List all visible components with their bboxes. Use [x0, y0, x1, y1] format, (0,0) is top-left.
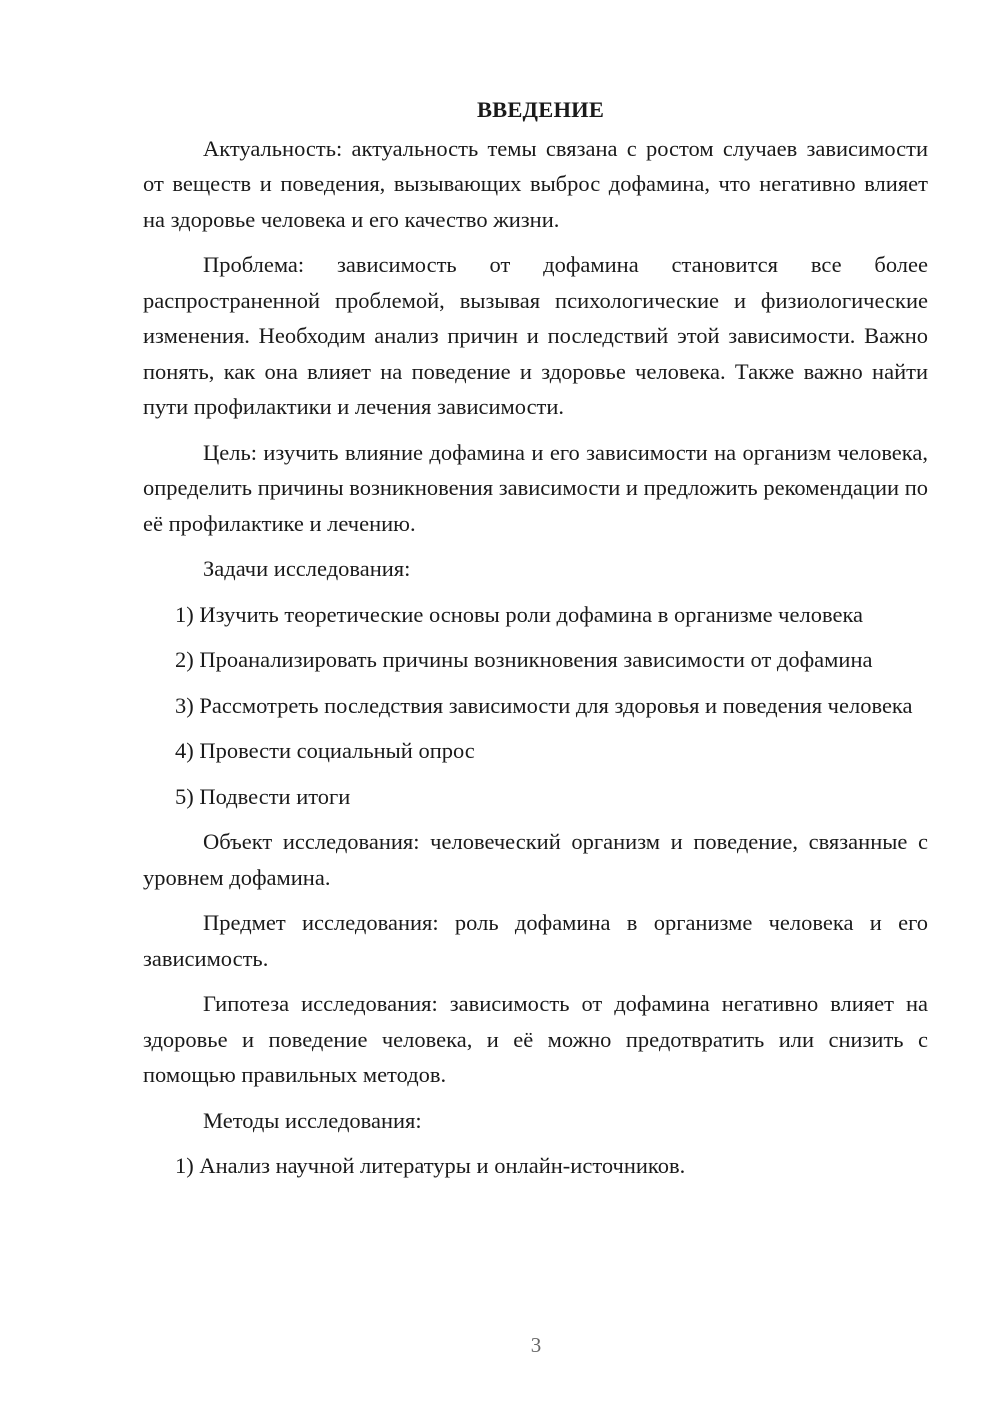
- section-title: ВВЕДЕНИЕ: [476, 97, 605, 122]
- problem-paragraph: Проблема: зависимость от дофамина становится все более распространенной проблемой, вызывая психологические и физиологические изменения. Необходим анализ причин и последствий этой зависимости. Важно понять, как она влияет на поведение и здоровье человека. Также важно найти пути профилактики и лечения зависимости.: [143, 252, 928, 419]
- page-content: [143, 92, 928, 1194]
- tasks-heading: Задачи исследования:: [203, 556, 411, 581]
- methods-heading: Методы исследования:: [203, 1107, 422, 1133]
- goal-paragraph: Цель: изучить влияние дофамина и его зависимости на организм человека, определить причины возникновения зависимости и предложить рекомендации по её профилактике и лечению.: [143, 439, 928, 536]
- subject-paragraph: Предмет исследования: роль дофамина в организме человека и его зависимость.: [143, 910, 928, 971]
- page-number: 3: [530, 1333, 542, 1357]
- method-item-1: 1) Анализ научной литературы и онлайн-источников.: [175, 1153, 686, 1178]
- hypothesis-paragraph: Гипотеза исследования: зависимость от дофамина негативно влияет на здоровье и поведение человека, и её можно предотвратить или снизить с помощью правильных методов.: [143, 991, 928, 1087]
- task-item-3: 3) Рассмотреть последствия зависимости для здоровья и поведения человека: [175, 692, 913, 718]
- task-item-4: 4) Провести социальный опрос: [175, 738, 475, 763]
- object-paragraph: Объект исследования: человеческий организм и поведение, связанные с уровнем дофамина.: [143, 829, 928, 890]
- task-item-1: 1) Изучить теоретические основы роли дофамина в организме человека: [175, 601, 864, 627]
- relevance-paragraph: Актуальность: актуальность темы связана с ростом случаев зависимости от веществ и поведения, вызывающих выброс дофамина, что негативно влияет на здоровье человека и его качество жизни.: [143, 135, 928, 232]
- task-item-2: 2) Проанализировать причины возникновения зависимости от дофамина: [175, 647, 873, 672]
- task-item-5: 5) Подвести итоги: [175, 783, 351, 809]
